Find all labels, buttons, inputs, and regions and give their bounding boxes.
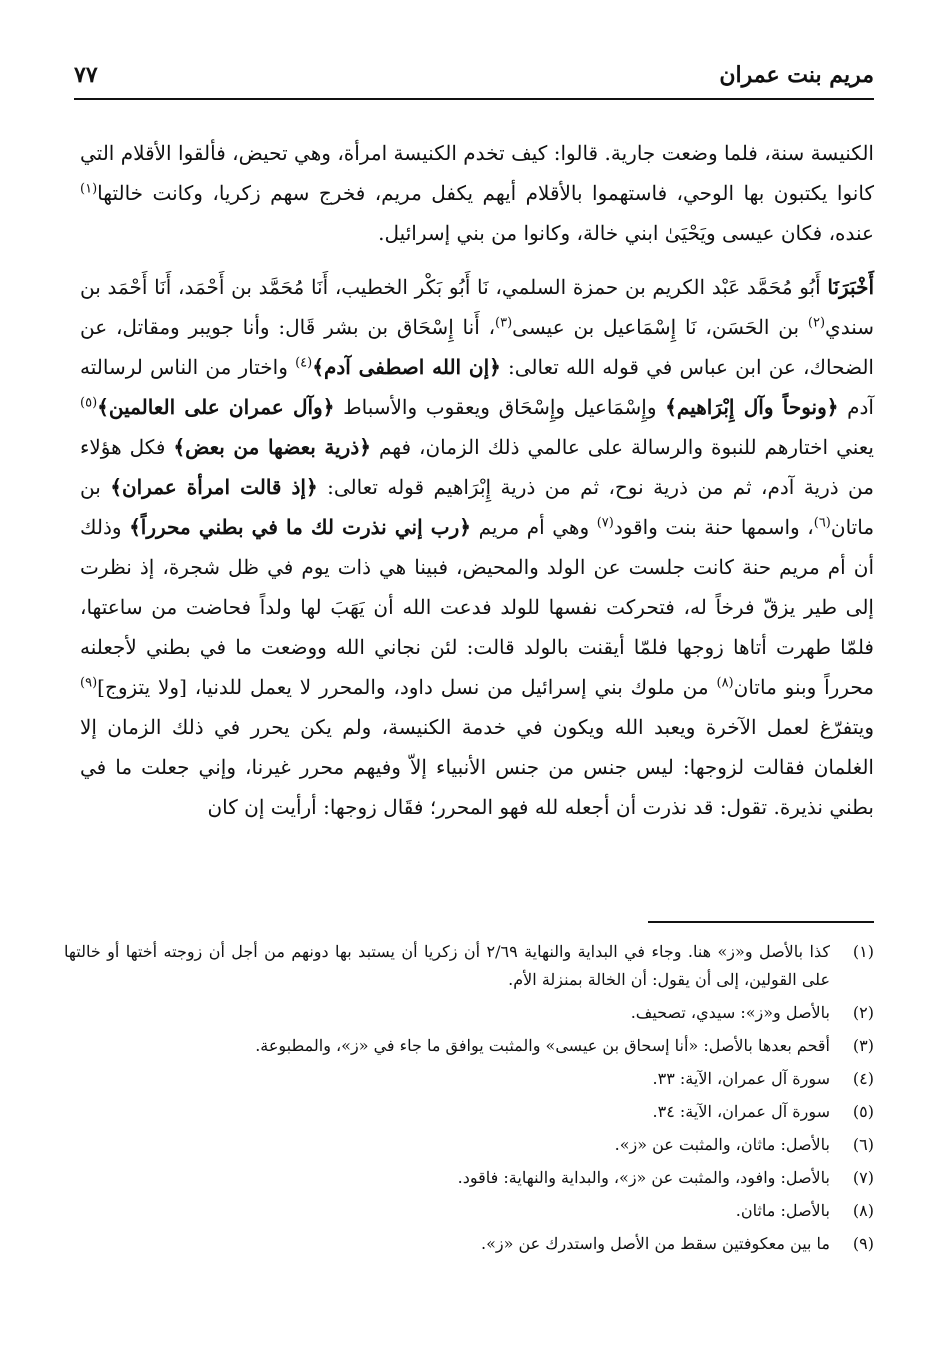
footnote-ref: (١) (80, 181, 98, 197)
footnote (64, 1065, 874, 1093)
footnotes-list (64, 938, 874, 1263)
footnote (64, 1230, 874, 1258)
footnote-ref: (٥) (80, 395, 98, 411)
quran-quote: ﴿إن الله اصطفى آدم﴾ (312, 355, 501, 379)
footnote (64, 938, 874, 994)
quran-quote: ﴿وآل عمران على العالمين﴾ (97, 395, 335, 419)
footnote-number: (١) (852, 942, 874, 961)
footnote-text: سورة آل عمران، الآية: ٣٤. (652, 1102, 830, 1121)
footnote-ref: (٢) (807, 315, 826, 331)
footnote-number: (٣) (852, 1036, 874, 1055)
footnote (64, 999, 874, 1027)
quran-quote: ﴿إذ قالت امرأة عمران﴾ (110, 475, 318, 499)
footnote-ref: (٩) (80, 675, 98, 691)
footnote-text: بالأصل: ماثان، والمثبت عن «ز». (614, 1135, 830, 1154)
text-run: وذلك أن أم مريم حنة كانت جلست عن الولد والمحيض، فبينا هي ذات يوم في ظل شجرة، إذ نظرت إلى طير يزقّ فرخاً له، فتحركت نفسها للولد فدعت الله أن يَهَبَ لها ولداً فحاضت من ساعتها، فلمّا طهرت أتاها زوجها فلمّا أيقنت بالولد قالت: لئن نجاني الله ووضعت ما في بطني لأجعلنه محرراً وبنو ماتان (80, 515, 874, 699)
footnote-number: (٨) (852, 1201, 874, 1220)
footnote-text: بالأصل و«ز»: سيدي، تصحيف. (630, 1003, 830, 1022)
footnote-ref: (٨) (716, 675, 734, 691)
footnote-number: (٧) (852, 1168, 874, 1187)
footnote-number: (٢) (852, 1003, 874, 1022)
footnote (64, 1164, 874, 1192)
text-run: بن ماتان (80, 475, 875, 539)
footnote-text: بالأصل: ماثان. (735, 1201, 830, 1220)
text-run: عنده، فكان عيسى ويَحْيَىٰ ابني خالة، وكانوا من بني إسرائيل. (378, 221, 874, 245)
footnote-number: (٦) (852, 1135, 874, 1154)
paragraph (80, 133, 874, 253)
text-run: واختار من الناس لرسالته آدم (80, 355, 874, 419)
footnote-ref: (٣) (495, 315, 513, 331)
footnote-ref: (٦) (813, 515, 831, 531)
text-run: بن الحَسَن، نَا إِسْمَاعيل بن عيسى (512, 315, 808, 339)
text-run: ، أَنا إِسْحَاق بن بشر قَال: وأنا جويبر ومقاتل، عن الضحاك، عن ابن عباس في قوله الله تعالى: (80, 315, 874, 379)
quran-quote: ﴿ذرية بعضها من بعض﴾ (173, 435, 371, 459)
footnote (64, 1197, 874, 1225)
footnote-text: كذا بالأصل و«ز» هنا. وجاء في البداية والنهاية ٢/٦٩ أن زكريا أن يستبد بها دونهم من أجل أن زوجته أختها أو خالتها على القولين، إلى أن يقول: أن الخالة بمنزلة الأم. (64, 942, 830, 989)
footnote-ref: (٤) (295, 355, 313, 371)
footnote-ref: (٧) (596, 515, 614, 531)
footnote-text: أقحم بعدها بالأصل: «أنا إسحاق بن عيسى» والمثبت يوافق ما جاء في «ز»، والمطبوعة. (255, 1036, 830, 1055)
footnote-number: (٩) (852, 1234, 874, 1253)
main-text (80, 133, 874, 827)
quran-quote: ﴿ونوحاً وآل إِبْرَاهيم﴾ (665, 395, 839, 419)
running-title: مريم بنت عمران (719, 62, 874, 88)
footnote (64, 1098, 874, 1126)
quran-quote: ﴿رب إني نذرت لك ما في بطني محرراً﴾ (129, 515, 472, 539)
paragraph (80, 267, 874, 827)
text-run: ويتفرّغ لعمل الآخرة ويعبد الله ويكون في خدمة الكنيسة، ولم يكن يحرر في ذلك الزمان إلا الغلمان فقالت لزوجها: ليس جنس من جنس الأنبياء إلاّ وفيهم محرر غيرنا، وإني جعلت ما في بطني نذيرة. تقول: قد نذرت أن أجعله لله فهو المحرر؛ فقَال زوجها: أرأيت إن كان (80, 715, 875, 819)
footnote (64, 1032, 874, 1060)
text-run: يعني اختارهم للنبوة والرسالة على عالمي ذلك الزمان، فهم (370, 435, 875, 459)
footnotes-separator (648, 921, 874, 923)
footnote-text: بالأصل: وافود، والمثبت عن «ز»، والبداية والنهاية: فاقود. (457, 1168, 830, 1187)
text-run: من ملوك بني إسرائيل من نسل داود، والمحرر لا يعمل للدنيا، [ولا يتزوج] (97, 675, 717, 699)
text-run: ، واسمها حنة بنت واقود (613, 515, 814, 539)
running-header (74, 58, 874, 98)
footnote-text: ما بين معكوفتين سقط من الأصل واستدرك عن «ز». (480, 1234, 830, 1253)
footnote-number: (٤) (852, 1069, 874, 1088)
footnote-number: (٥) (852, 1102, 874, 1121)
text-run: الكنيسة سنة، فلما وضعت جارية. قالوا: كيف تخدم الكنيسة امرأة، وهي تحيض، فألقوا الأقلام التي كانوا يكتبون بها الوحي، فاستهموا بالأقلام أيهم يكفل مريم، فخرج سهم زكريا، وكانت خالتها (80, 141, 874, 205)
footnote-text: سورة آل عمران، الآية: ٣٣. (652, 1069, 830, 1088)
header-rule (74, 98, 874, 100)
text-run: وهي أم مريم (471, 515, 597, 539)
footnote (64, 1131, 874, 1159)
text-run: وإِسْمَاعيل وإِسْحَاق ويعقوب والأسباط (334, 395, 666, 419)
text-run: فكل هؤلاء من ذرية آدم، ثم من ذرية نوح، ثم من ذرية إِبْرَاهيم قوله تعالى: (80, 435, 874, 499)
page-number: ٧٧ (74, 62, 98, 88)
text-run: أَبُو مُحَمَّد عَبْد الكريم بن حمزة السلمي، نَا أَبُو بَكْر الخطيب، أَنَا مُحَمَّد بن أَحْمَد، أَنَا أَحْمَد بن سندي (80, 275, 874, 339)
isnad-lead-word: أَخْبَرَنَا (827, 275, 874, 299)
